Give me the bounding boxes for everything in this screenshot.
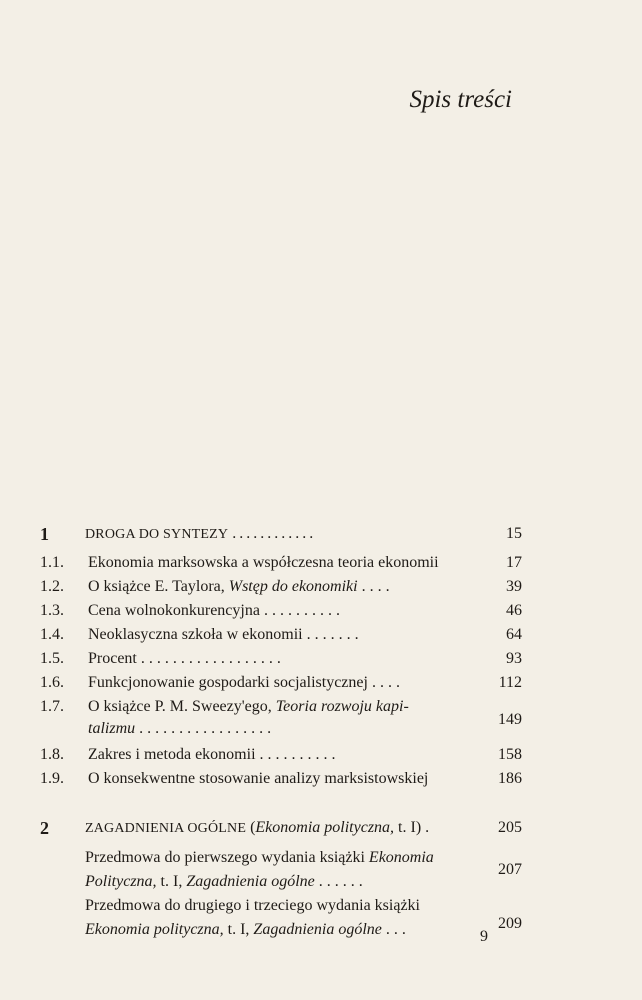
section-title: Ekonomia marksowska a współczesna teoria ekonomii <box>88 554 439 571</box>
section-title: O książce E. Taylora, Wstęp do ekonomiki . . . . <box>88 578 390 595</box>
section-entry[interactable] <box>40 768 522 790</box>
page-ref: 158 <box>498 746 522 763</box>
preface-title: Ekonomia polityczna, t. I, Zagadnienia ogólne . . . <box>85 921 406 938</box>
chapter-title: ZAGADNIENIA OGÓLNE (Ekonomia polityczna, t. I) . <box>85 819 430 836</box>
section-entry[interactable] <box>40 576 522 598</box>
section-title: Zakres i metoda ekonomii . . . . . . . . . . <box>88 746 336 763</box>
section-number: 1.2. <box>40 578 64 595</box>
section-entry[interactable] <box>40 624 522 646</box>
section-number: 1.7. <box>40 698 64 715</box>
section-number: 1.9. <box>40 770 64 787</box>
page-ref: 149 <box>498 711 522 728</box>
section-number: 1.1. <box>40 554 64 571</box>
chapter-number: 1 <box>40 524 49 544</box>
section-number: 1.5. <box>40 650 64 667</box>
page-ref: 17 <box>506 554 522 571</box>
section-number: 1.8. <box>40 746 64 763</box>
chapter-1-entry[interactable] <box>40 523 522 545</box>
preface-entry[interactable] <box>40 895 522 917</box>
section-number: 1.3. <box>40 602 64 619</box>
section-entry[interactable] <box>40 744 522 766</box>
section-entry[interactable] <box>40 696 522 718</box>
section-number: 1.6. <box>40 674 64 691</box>
page-ref: 112 <box>498 674 522 691</box>
page-ref: 39 <box>506 578 522 595</box>
section-title: O książce P. M. Sweezy'ego, Teoria rozwoju kapi- <box>88 698 409 715</box>
page-title: Spis treści <box>409 86 512 113</box>
section-title: talizmu . . . . . . . . . . . . . . . . . <box>88 720 272 737</box>
page-ref: 209 <box>498 915 522 932</box>
page-ref: 186 <box>498 770 522 787</box>
section-entry-continued[interactable] <box>40 711 522 740</box>
chapter-number: 2 <box>40 818 49 838</box>
preface-title: Polityczna, t. I, Zagadnienia ogólne . . . . . . <box>85 873 363 890</box>
page-number: 9 <box>480 928 488 945</box>
section-entry[interactable] <box>40 552 522 574</box>
page-ref: 207 <box>498 861 522 878</box>
section-title: Cena wolnokonkurencyjna . . . . . . . . . . <box>88 602 340 619</box>
page-ref: 64 <box>506 626 522 643</box>
page-ref: 15 <box>506 525 522 542</box>
section-entry[interactable] <box>40 672 522 694</box>
page-ref: 93 <box>506 650 522 667</box>
chapter-title: DROGA DO SYNTEZY ............ <box>85 525 317 542</box>
page-ref: 46 <box>506 602 522 619</box>
section-title: Funkcjonowanie gospodarki socjalistycznej . . . . <box>88 674 400 691</box>
section-title: Neoklasyczna szkoła w ekonomii . . . . . . . <box>88 626 359 643</box>
section-title: O konsekwentne stosowanie analizy marksistowskiej <box>88 770 429 787</box>
preface-title: Przedmowa do drugiego i trzeciego wydania książki <box>85 897 420 914</box>
preface-entry-continued[interactable] <box>40 915 522 941</box>
preface-entry-continued[interactable] <box>40 861 522 893</box>
chapter-2-entry[interactable] <box>40 817 522 839</box>
section-number: 1.4. <box>40 626 64 643</box>
section-entry[interactable] <box>40 648 522 670</box>
section-entry[interactable] <box>40 600 522 622</box>
section-title: Procent . . . . . . . . . . . . . . . . . . <box>88 650 281 667</box>
page-ref: 205 <box>498 819 522 836</box>
preface-entry[interactable] <box>40 847 522 869</box>
preface-title: Przedmowa do pierwszego wydania książki Ekonomia <box>85 849 434 866</box>
